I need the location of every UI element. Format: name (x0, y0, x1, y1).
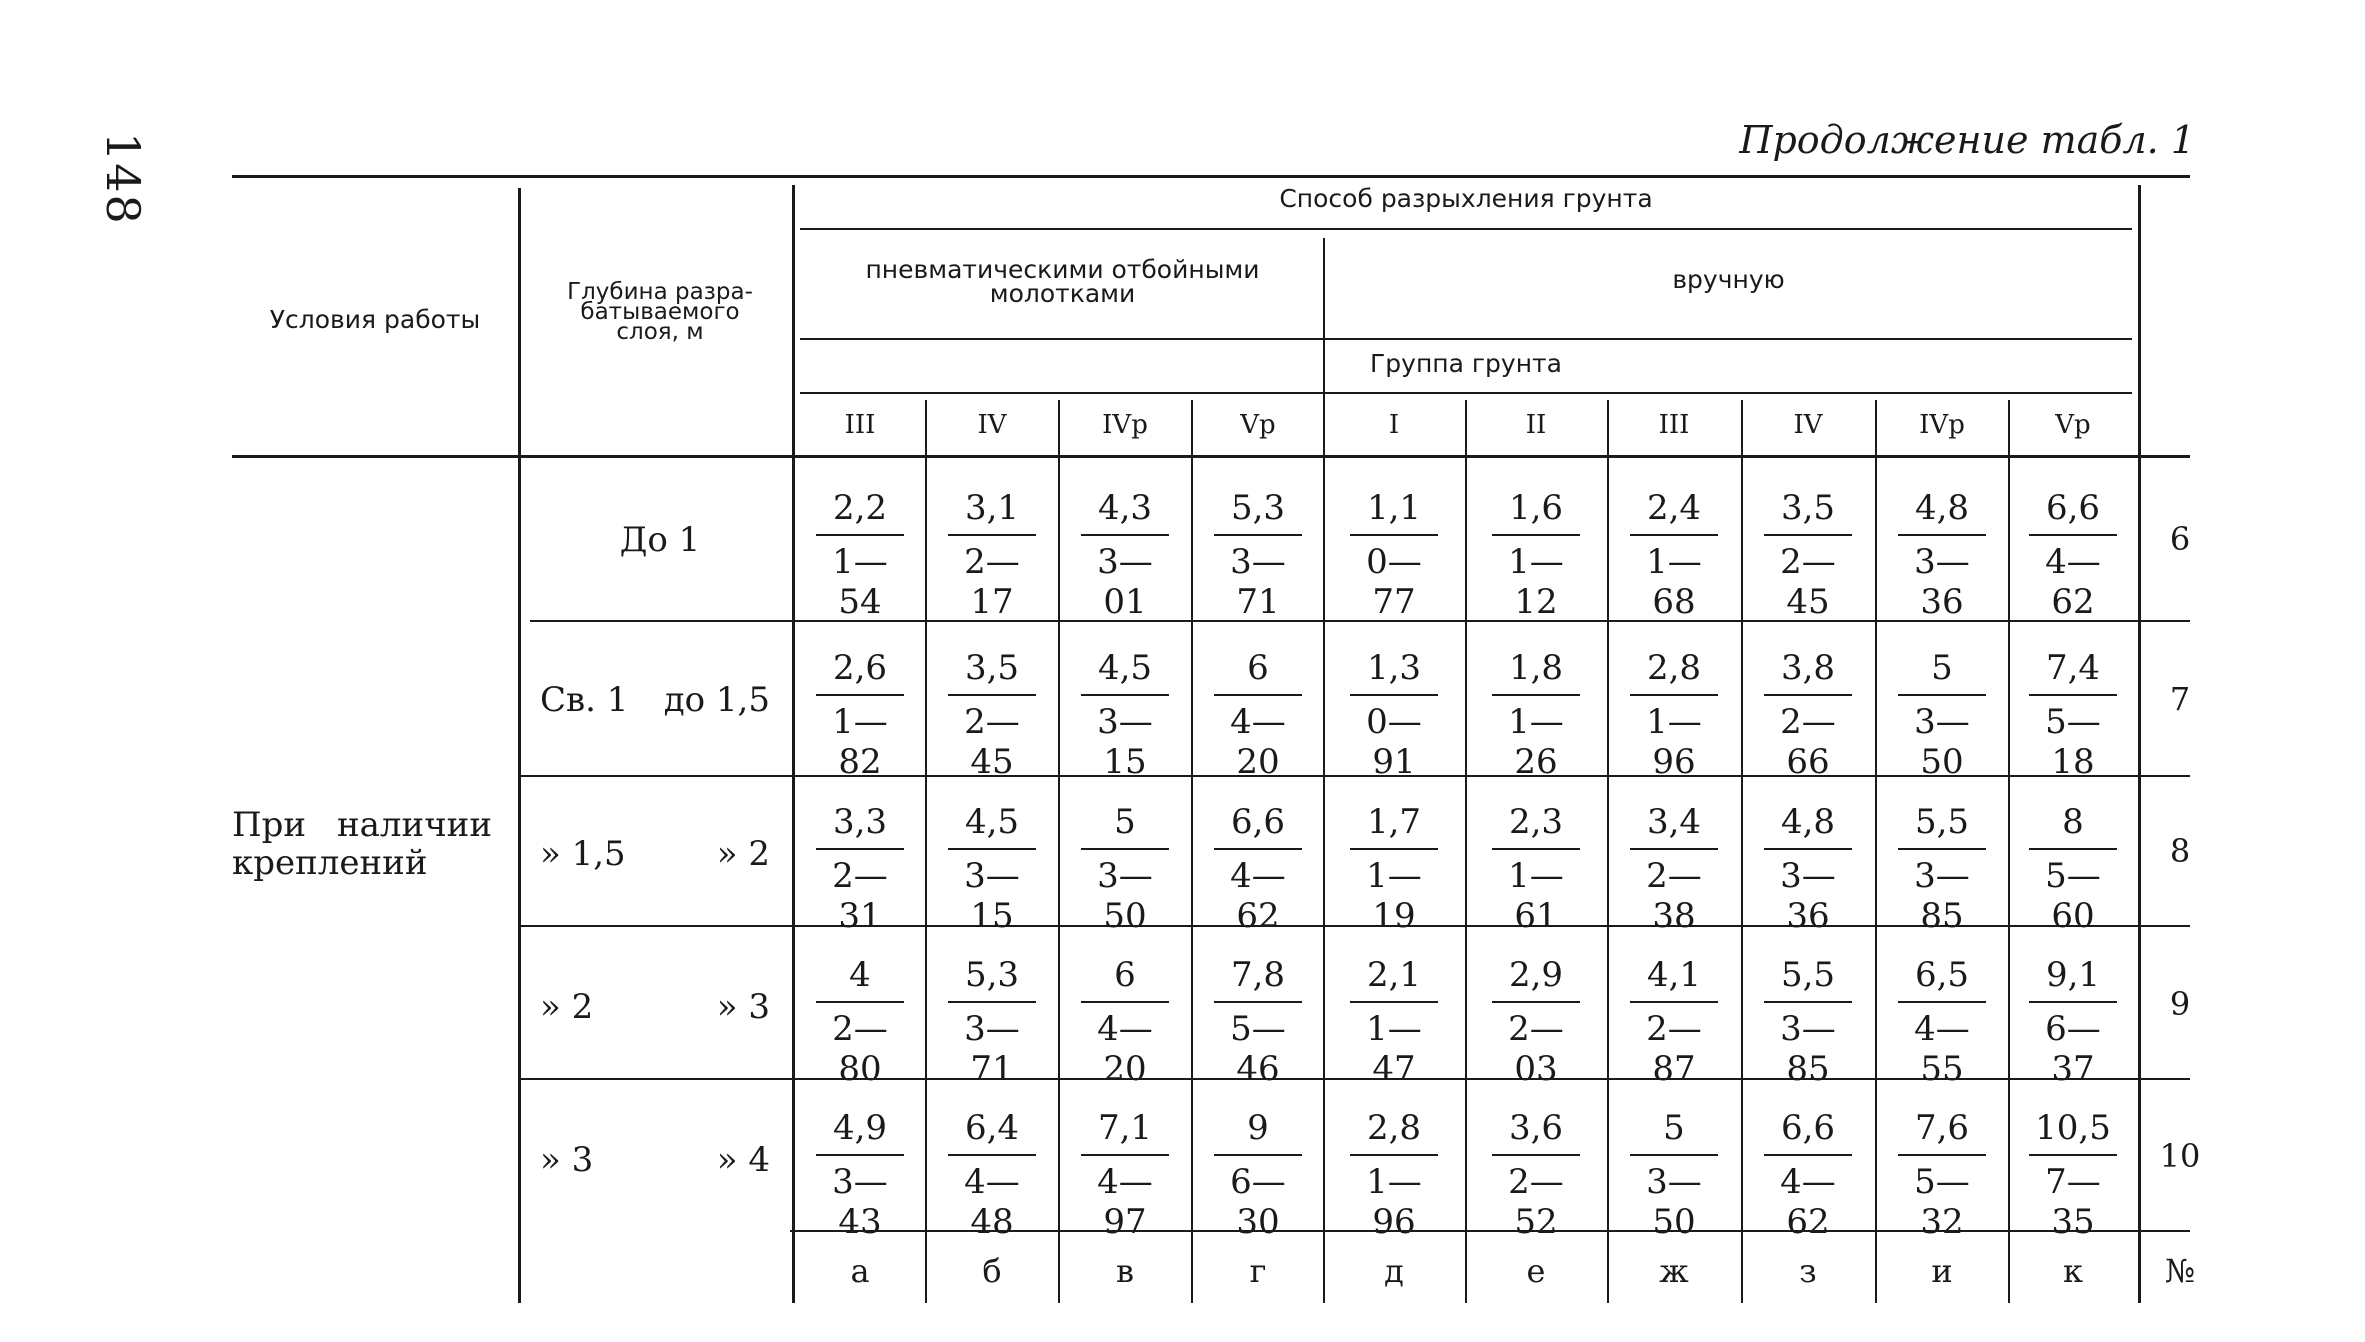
condition-text (232, 806, 492, 882)
cell-numerator: 7,4 (2045, 648, 2101, 688)
continuation-caption: Продолжение табл. 1 (1739, 118, 2195, 162)
cell-denominator: 5—60 (2045, 856, 2101, 936)
depth-cell (540, 1140, 780, 1180)
vline-col-7 (1741, 400, 1743, 1303)
cell-numerator: 5,3 (964, 955, 1020, 995)
cell-denominator: 4—55 (1914, 1009, 1970, 1089)
table-cell (1629, 488, 1719, 622)
column-letter: а (850, 1252, 870, 1290)
cell-numerator: 2,4 (1646, 488, 1702, 528)
soil-group-label: IV (1793, 410, 1823, 440)
cell-denominator: 3—01 (1097, 542, 1153, 622)
cell-numerator: 3,5 (964, 648, 1020, 688)
table-cell (1491, 802, 1581, 936)
soil-group-label: IVр (1102, 410, 1148, 440)
header-bottom-rule (232, 455, 2190, 458)
table-cell (947, 488, 1037, 622)
depth-to: » 4 (716, 1140, 770, 1180)
page-number: 148 (96, 132, 150, 226)
column-letter: в (1115, 1252, 1134, 1290)
cell-denominator: 3—50 (1646, 1162, 1702, 1242)
cell-numerator: 2,2 (832, 488, 888, 528)
cell-denominator: 2—38 (1646, 856, 1702, 936)
cell-denominator: 3—71 (1230, 542, 1286, 622)
table-cell (2028, 1108, 2118, 1242)
cell-numerator: 1,7 (1366, 802, 1422, 842)
table-cell (2028, 955, 2118, 1089)
cell-denominator: 2—87 (1646, 1009, 1702, 1089)
cell-numerator: 4,5 (964, 802, 1020, 842)
table-cell (1349, 1108, 1439, 1242)
header-manual: вручную (1672, 265, 1785, 294)
table-cell (947, 802, 1037, 936)
cell-numerator: 5,5 (1914, 802, 1970, 842)
soil-group-label: IVр (1919, 410, 1965, 440)
column-letter: ж (1659, 1252, 1689, 1290)
cell-denominator: 3—36 (1914, 542, 1970, 622)
table-cell (1491, 955, 1581, 1089)
cell-numerator: 4,9 (832, 1108, 888, 1148)
cell-numerator: 4,8 (1780, 802, 1836, 842)
column-letter: з (1799, 1252, 1817, 1290)
cell-denominator: 6—37 (2045, 1009, 2101, 1089)
cell-denominator: 2—80 (832, 1009, 888, 1089)
number-sign: № (2164, 1252, 2196, 1290)
row-number: 6 (2169, 520, 2191, 558)
cell-numerator: 6 (1114, 955, 1136, 995)
cell-denominator: 5—46 (1230, 1009, 1286, 1089)
cell-denominator: 3—36 (1780, 856, 1836, 936)
depth-to: до 1,5 (663, 680, 770, 720)
cell-denominator: 1—47 (1366, 1009, 1422, 1089)
cell-denominator: 1—82 (832, 702, 888, 782)
condition-line2: креплений (232, 843, 428, 883)
depth-from: До 1 (619, 520, 701, 560)
table-cell (1349, 955, 1439, 1089)
cell-denominator: 6—30 (1230, 1162, 1286, 1242)
depth-cell (540, 987, 780, 1027)
cell-denominator: 0—77 (1366, 542, 1422, 622)
cell-numerator: 5 (1114, 802, 1136, 842)
depth-cell (540, 680, 780, 720)
cell-numerator: 3,4 (1646, 802, 1702, 842)
table-cell (1080, 1108, 1170, 1242)
cell-denominator: 2—31 (832, 856, 888, 936)
table-cell (1349, 648, 1439, 782)
cell-denominator: 4—48 (964, 1162, 1020, 1242)
table-cell (1897, 802, 1987, 936)
depth-to: » 2 (716, 834, 770, 874)
cell-denominator: 4—20 (1097, 1009, 1153, 1089)
table-cell (1491, 488, 1581, 622)
vline-col-2 (1058, 400, 1060, 1303)
table-cell (815, 802, 905, 936)
cell-numerator: 3,6 (1508, 1108, 1564, 1148)
column-letter: к (2063, 1252, 2083, 1290)
header-pneumatic: пневматическими отбойными молотками (865, 255, 1260, 308)
vline-pneumatic-manual (1323, 238, 1325, 1303)
cell-numerator: 3,3 (832, 802, 888, 842)
header-depth: Глубина разра- батываемого слоя, м (567, 279, 753, 345)
cell-numerator: 3,1 (964, 488, 1020, 528)
table-cell (815, 648, 905, 782)
cell-denominator: 2—45 (1780, 542, 1836, 622)
table-cell (1213, 955, 1303, 1089)
cell-numerator: 3,8 (1780, 648, 1836, 688)
table-cell (1349, 488, 1439, 622)
header-conditions: Условия работы (269, 305, 481, 334)
cell-numerator: 7,6 (1914, 1108, 1970, 1148)
column-letter: г (1249, 1252, 1267, 1290)
cell-denominator: 2—03 (1508, 1009, 1564, 1089)
cell-numerator: 4,5 (1097, 648, 1153, 688)
cell-denominator: 1—54 (832, 542, 888, 622)
cell-denominator: 3—15 (964, 856, 1020, 936)
table-cell (815, 955, 905, 1089)
vline-col-6 (1607, 400, 1609, 1303)
table-cell (815, 488, 905, 622)
vline-right (2138, 185, 2141, 1303)
top-rule (232, 175, 2190, 178)
vline-condition (518, 188, 521, 1303)
cell-numerator: 8 (2062, 802, 2084, 842)
cell-denominator: 1—26 (1508, 702, 1564, 782)
cell-denominator: 3—15 (1097, 702, 1153, 782)
condition-line1-b: наличии (337, 805, 492, 845)
soil-group-label: II (1525, 410, 1547, 440)
cell-denominator: 3—50 (1097, 856, 1153, 936)
cell-denominator: 4—62 (1780, 1162, 1836, 1242)
table-cell (1213, 648, 1303, 782)
vline-col-9 (2008, 400, 2010, 1303)
soil-group-label: I (1388, 410, 1400, 440)
table-cell (1629, 802, 1719, 936)
cell-denominator: 2—45 (964, 702, 1020, 782)
cell-numerator: 1,6 (1508, 488, 1564, 528)
table-cell (1213, 1108, 1303, 1242)
cell-numerator: 4,1 (1646, 955, 1702, 995)
header-method: Способ разрыхления грунта (1279, 184, 1653, 213)
cell-numerator: 5,3 (1230, 488, 1286, 528)
table-cell (1491, 1108, 1581, 1242)
table-cell (1763, 648, 1853, 782)
cell-denominator: 3—85 (1914, 856, 1970, 936)
cell-denominator: 2—52 (1508, 1162, 1564, 1242)
table-cell (947, 1108, 1037, 1242)
table-cell (1629, 1108, 1719, 1242)
cell-denominator: 3—71 (964, 1009, 1020, 1089)
cell-denominator: 3—85 (1780, 1009, 1836, 1089)
cell-numerator: 2,3 (1508, 802, 1564, 842)
cell-numerator: 2,1 (1366, 955, 1422, 995)
cell-numerator: 3,5 (1780, 488, 1836, 528)
depth-to: » 3 (716, 987, 770, 1027)
table-cell (1763, 802, 1853, 936)
vline-depth (792, 185, 795, 1303)
cell-numerator: 5,5 (1780, 955, 1836, 995)
table-cell (1897, 1108, 1987, 1242)
cell-numerator: 1,1 (1366, 488, 1422, 528)
soil-group-label: III (1658, 410, 1690, 440)
table-cell (2028, 648, 2118, 782)
depth-from: Св. 1 (540, 680, 629, 720)
cell-denominator: 0—91 (1366, 702, 1422, 782)
column-letter: и (1931, 1252, 1953, 1290)
table-cell (1213, 802, 1303, 936)
cell-numerator: 2,9 (1508, 955, 1564, 995)
cell-numerator: 7,8 (1230, 955, 1286, 995)
depth-cell (540, 520, 780, 560)
cell-denominator: 3—50 (1914, 702, 1970, 782)
table-cell (1080, 648, 1170, 782)
cell-numerator: 5 (1663, 1108, 1685, 1148)
table-cell (1763, 955, 1853, 1089)
table-cell (947, 648, 1037, 782)
header-soil-group: Группа грунта (1370, 349, 1562, 378)
column-letter: б (982, 1252, 1002, 1290)
cell-numerator: 6,6 (2045, 488, 2101, 528)
cell-numerator: 10,5 (2035, 1108, 2111, 1148)
row-number: 7 (2169, 680, 2191, 718)
column-letter: д (1384, 1252, 1404, 1290)
table-cell (947, 955, 1037, 1089)
table-cell (1897, 488, 1987, 622)
table-cell (2028, 488, 2118, 622)
vline-col-5 (1465, 400, 1467, 1303)
table-cell (1080, 955, 1170, 1089)
cell-denominator: 2—17 (964, 542, 1020, 622)
cell-denominator: 3—43 (832, 1162, 888, 1242)
cell-numerator: 7,1 (1097, 1108, 1153, 1148)
cell-numerator: 5 (1931, 648, 1953, 688)
group-rule (800, 392, 2132, 394)
cell-numerator: 2,8 (1366, 1108, 1422, 1148)
cell-numerator: 9,1 (2045, 955, 2101, 995)
cell-numerator: 2,8 (1646, 648, 1702, 688)
cell-denominator: 4—20 (1230, 702, 1286, 782)
cell-numerator: 6,5 (1914, 955, 1970, 995)
row-number: 10 (2159, 1137, 2201, 1175)
cell-denominator: 4—62 (1230, 856, 1286, 936)
table-cell (1763, 1108, 1853, 1242)
table-cell (1213, 488, 1303, 622)
soil-group-label: Vр (1240, 410, 1276, 440)
cell-denominator: 5—32 (1914, 1162, 1970, 1242)
soil-group-label: Vр (2055, 410, 2091, 440)
cell-denominator: 7—35 (2045, 1162, 2101, 1242)
depth-from: » 2 (540, 987, 594, 1027)
pneumatic-rule (800, 338, 2132, 340)
condition-line1-a: При (232, 805, 307, 845)
depth-from: » 3 (540, 1140, 594, 1180)
vline-col-8 (1875, 400, 1877, 1303)
cell-denominator: 2—66 (1780, 702, 1836, 782)
cell-denominator: 5—18 (2045, 702, 2101, 782)
cell-numerator: 9 (1247, 1108, 1269, 1148)
table-cell (1897, 648, 1987, 782)
cell-numerator: 6,4 (964, 1108, 1020, 1148)
table-cell (1629, 955, 1719, 1089)
cell-denominator: 4—97 (1097, 1162, 1153, 1242)
table-cell (1629, 648, 1719, 782)
cell-denominator: 4—62 (2045, 542, 2101, 622)
table-cell (1897, 955, 1987, 1089)
vline-col-3 (1191, 400, 1193, 1303)
cell-denominator: 1—68 (1646, 542, 1702, 622)
row-number: 8 (2169, 832, 2191, 870)
soil-group-label: III (844, 410, 876, 440)
cell-numerator: 2,6 (832, 648, 888, 688)
cell-denominator: 1—19 (1366, 856, 1422, 936)
cell-denominator: 1—96 (1646, 702, 1702, 782)
cell-denominator: 1—61 (1508, 856, 1564, 936)
cell-numerator: 6,6 (1230, 802, 1286, 842)
method-rule (800, 228, 2132, 230)
table-cell (1349, 802, 1439, 936)
cell-numerator: 6 (1247, 648, 1269, 688)
cell-numerator: 4 (849, 955, 871, 995)
cell-denominator: 1—96 (1366, 1162, 1422, 1242)
cell-numerator: 4,3 (1097, 488, 1153, 528)
vline-col-1 (925, 400, 927, 1303)
table-cell (1080, 488, 1170, 622)
table-cell (815, 1108, 905, 1242)
column-letter: е (1526, 1252, 1546, 1290)
depth-from: » 1,5 (540, 834, 626, 874)
soil-group-label: IV (977, 410, 1007, 440)
cell-numerator: 6,6 (1780, 1108, 1836, 1148)
cell-numerator: 4,8 (1914, 488, 1970, 528)
depth-cell (540, 834, 780, 874)
cell-numerator: 1,8 (1508, 648, 1564, 688)
row-number: 9 (2169, 985, 2191, 1023)
cell-denominator: 1—12 (1508, 542, 1564, 622)
table-cell (2028, 802, 2118, 936)
table-cell (1491, 648, 1581, 782)
table-cell (1080, 802, 1170, 936)
cell-numerator: 1,3 (1366, 648, 1422, 688)
table-cell (1763, 488, 1853, 622)
